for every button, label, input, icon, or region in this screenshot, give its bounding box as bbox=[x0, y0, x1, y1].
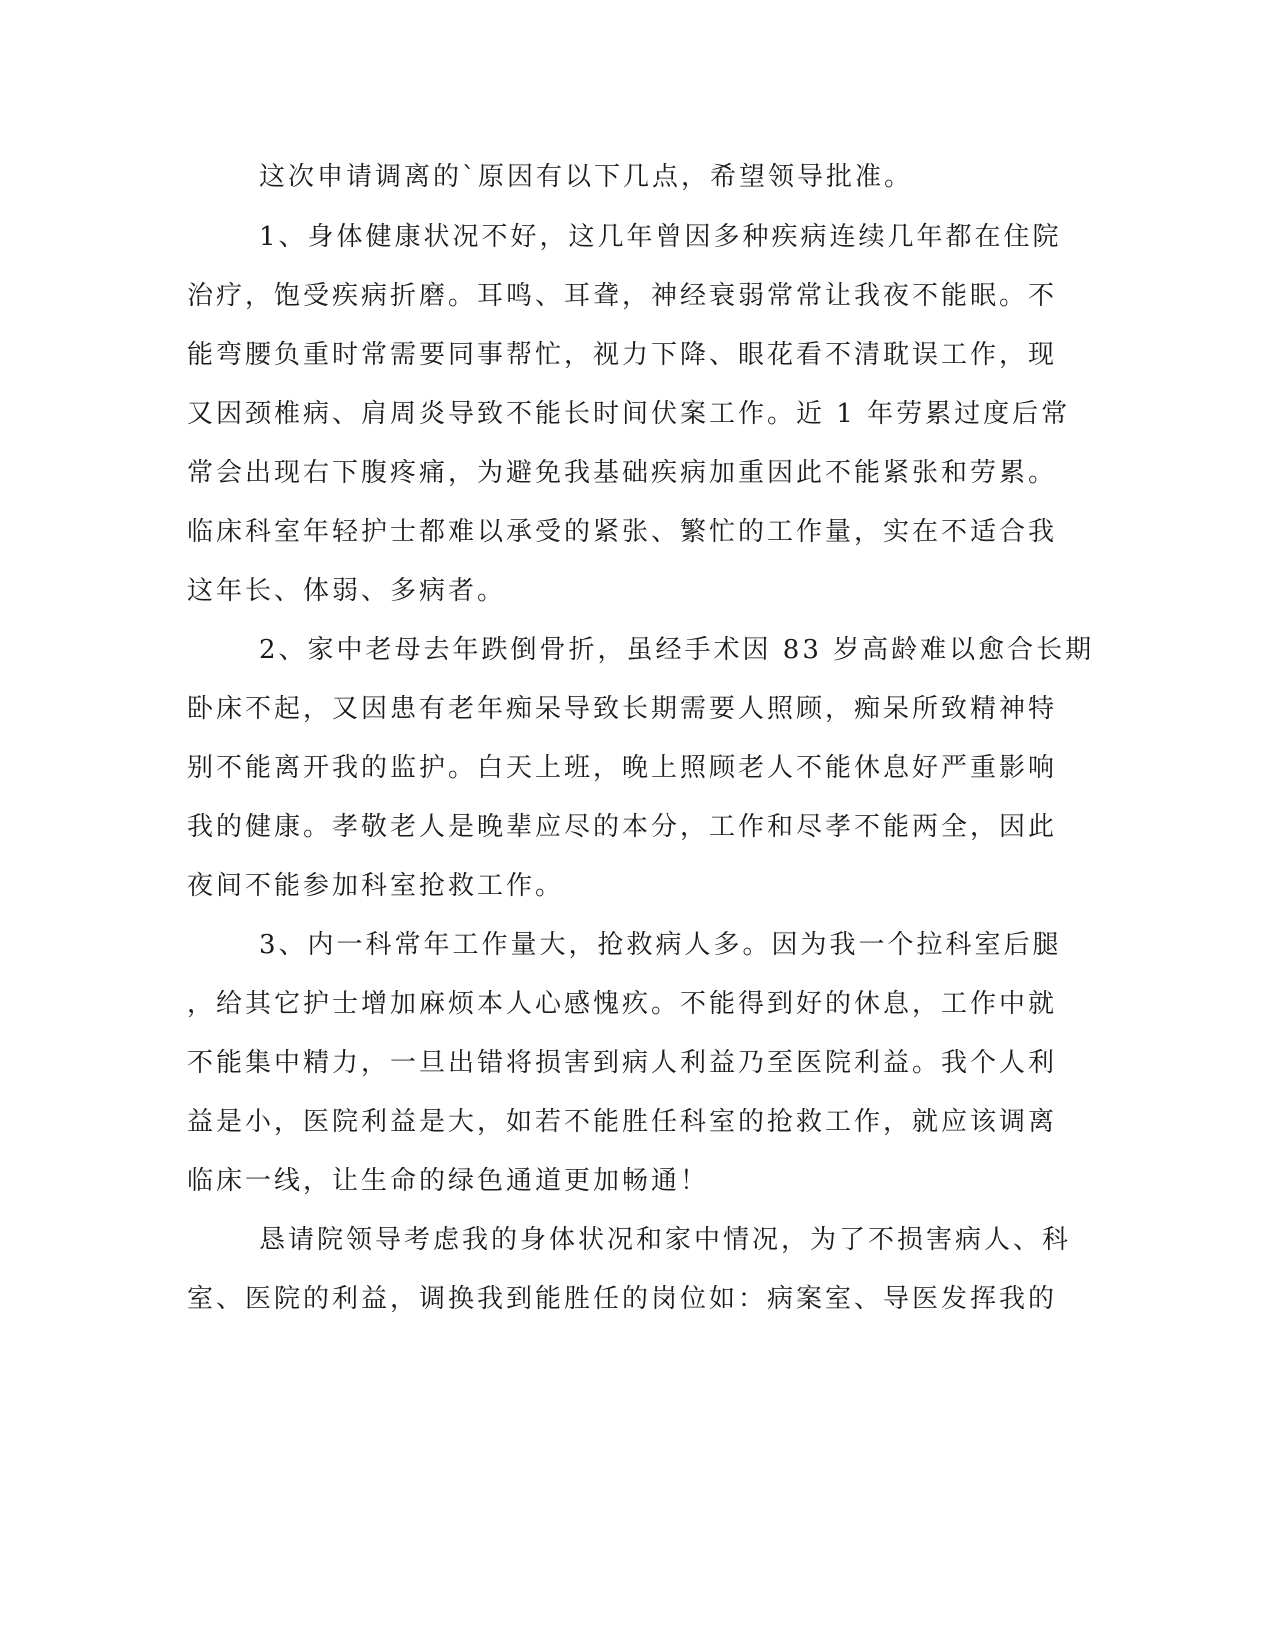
text-line: 1、身体健康状况不好，这几年曾因多种疾病连续几年都在住院 bbox=[259, 222, 1062, 252]
text-line: 这次申请调离的`原因有以下几点，希望领导批准。 bbox=[259, 162, 914, 192]
text-line: 恳请院领导考虑我的身体状况和家中情况，为了不损害病人、科 bbox=[259, 1225, 1072, 1255]
text-line: 能弯腰负重时常需要同事帮忙，视力下降、眼花看不清耽误工作，现 bbox=[187, 340, 1058, 370]
text-line: 别不能离开我的监护。白天上班，晚上照顾老人不能休息好严重影响 bbox=[187, 753, 1058, 783]
text-line: 临床一线，让生命的绿色通道更加畅通！ bbox=[187, 1166, 710, 1196]
text-line: 益是小，医院利益是大，如若不能胜任科室的抢救工作，就应该调离 bbox=[187, 1107, 1058, 1137]
text-line: 常会出现右下腹疼痛，为避免我基础疾病加重因此不能紧张和劳累。 bbox=[187, 458, 1058, 488]
text-line: 临床科室年轻护士都难以承受的紧张、繁忙的工作量，实在不适合我 bbox=[187, 517, 1058, 547]
text-line: 这年长、体弱、多病者。 bbox=[187, 576, 507, 606]
text-line: 又因颈椎病、肩周炎导致不能长时间伏案工作。近 1 年劳累过度后常 bbox=[187, 399, 1071, 429]
text-line: 我的健康。孝敬老人是晚辈应尽的本分，工作和尽孝不能两全，因此 bbox=[187, 812, 1058, 842]
text-line: 室、医院的利益，调换我到能胜任的岗位如：病案室、导医发挥我的 bbox=[187, 1284, 1058, 1314]
text-line: 卧床不起，又因患有老年痴呆导致长期需要人照顾，痴呆所致精神特 bbox=[187, 694, 1058, 724]
text-line: 2、家中老母去年跌倒骨折，虽经手术因 83 岁高龄难以愈合长期 bbox=[259, 635, 1095, 665]
text-line: ，给其它护士增加麻烦本人心感愧疚。不能得到好的休息，工作中就 bbox=[187, 989, 1058, 1019]
text-line: 夜间不能参加科室抢救工作。 bbox=[187, 871, 565, 901]
text-line: 治疗，饱受疾病折磨。耳鸣、耳聋，神经衰弱常常让我夜不能眠。不 bbox=[187, 281, 1058, 311]
text-line: 3、内一科常年工作量大，抢救病人多。因为我一个拉科室后腿 bbox=[259, 930, 1062, 960]
text-line: 不能集中精力，一旦出错将损害到病人利益乃至医院利益。我个人利 bbox=[187, 1048, 1058, 1078]
